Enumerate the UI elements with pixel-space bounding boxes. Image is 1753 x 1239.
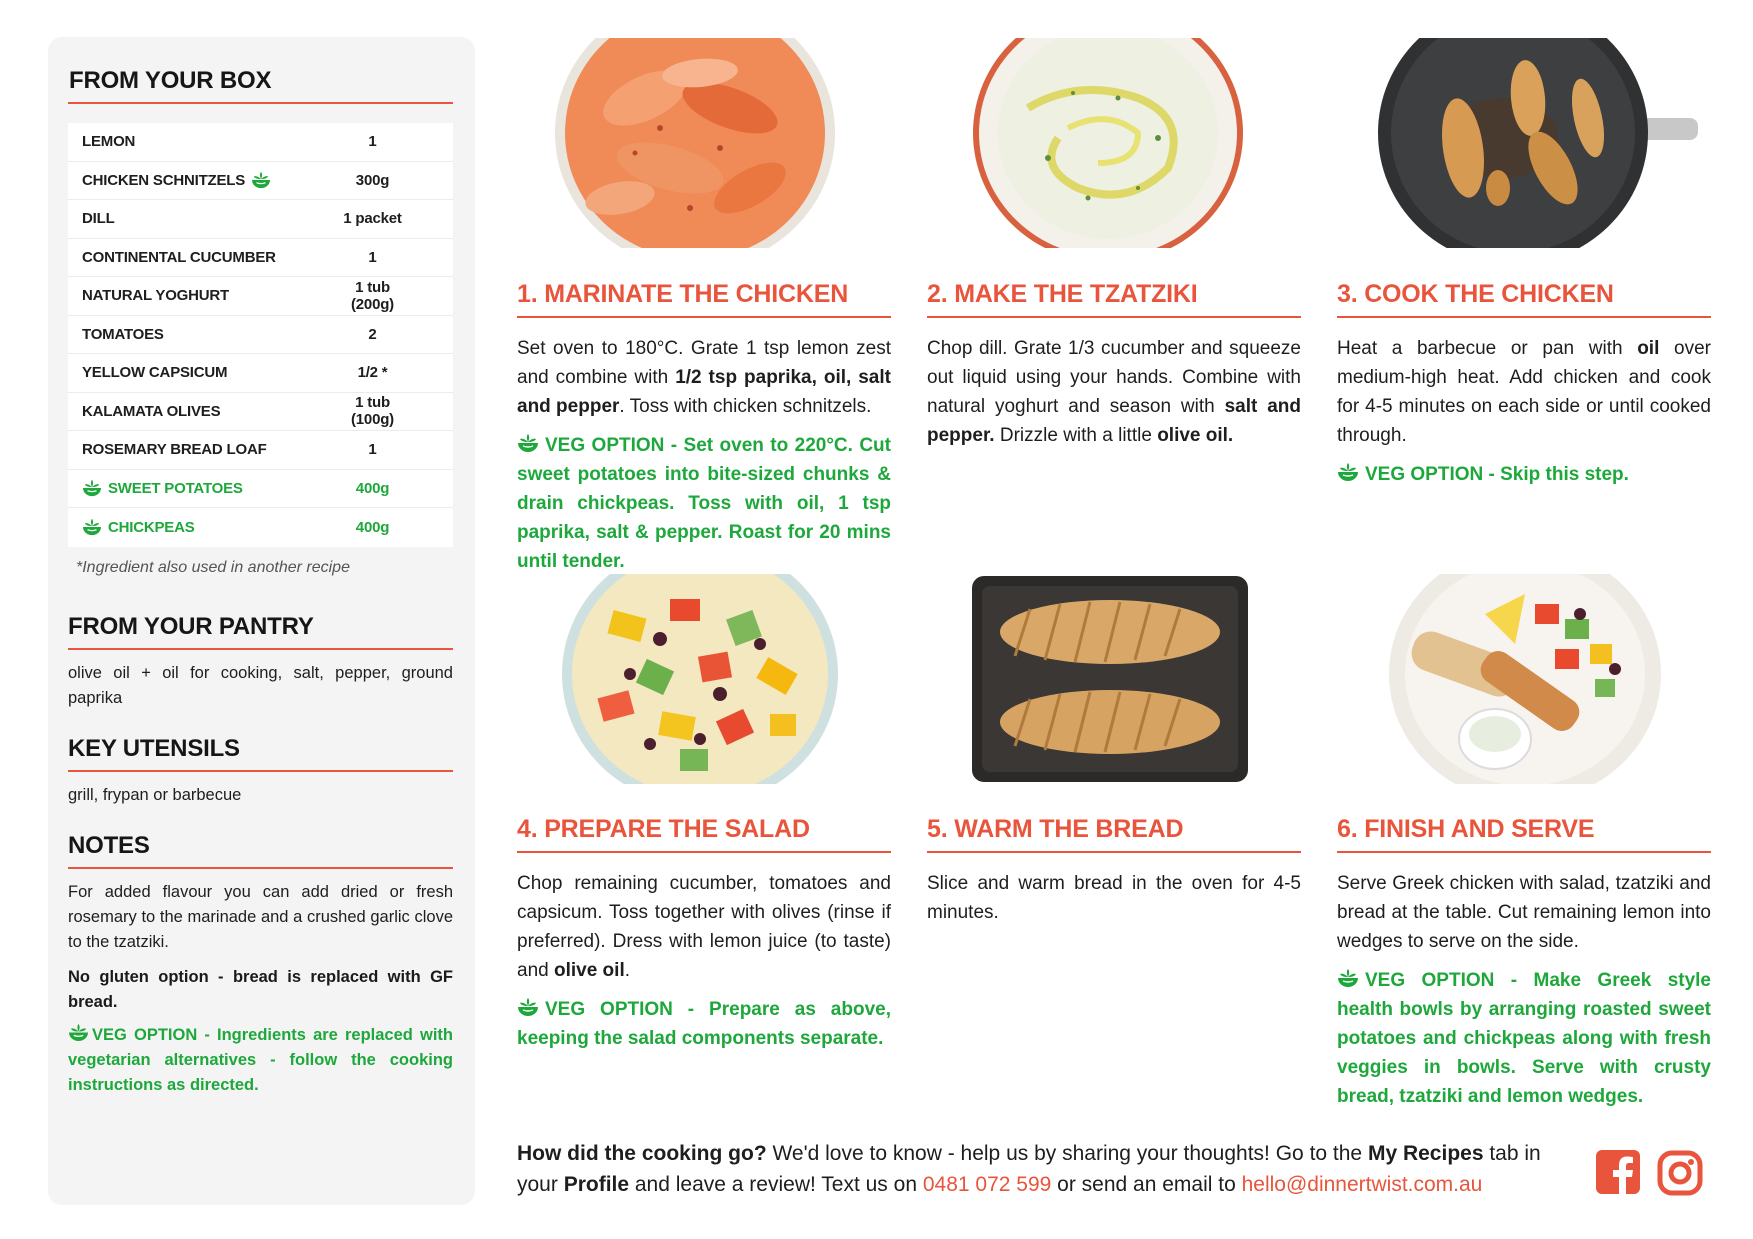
ingredient-qty: 1 packet	[343, 210, 402, 228]
step-divider	[517, 316, 891, 318]
ingredient-qty: 400g	[355, 518, 390, 536]
veg-icon	[82, 479, 102, 497]
veg-icon	[82, 518, 102, 536]
ingredient-label: YELLOW CAPSICUM	[82, 364, 228, 382]
ingredient-row	[68, 393, 453, 432]
veg-icon	[1337, 968, 1359, 988]
ingredient-qty: 1	[368, 441, 377, 459]
step-text-part: Slice and warm bread in the oven for 4-5 minutes.	[927, 873, 1301, 923]
ingredient-qty: 1 tub (200g)	[351, 278, 394, 313]
veg-icon	[251, 171, 271, 189]
veg-option-text: VEG OPTION - Prepare as above, keeping the salad components separate.	[517, 999, 891, 1049]
finished-plate-photo	[1385, 574, 1665, 784]
instagram-icon[interactable]	[1657, 1150, 1703, 1196]
cooking-chicken-photo	[1378, 38, 1698, 248]
section-divider	[68, 770, 453, 772]
from-your-box-title: FROM YOUR BOX	[69, 67, 272, 94]
pantry-title: FROM YOUR PANTRY	[68, 612, 314, 640]
step-text-part: salt and pepper.	[927, 396, 1301, 446]
ingredient-row	[68, 239, 453, 278]
ingredient-name	[82, 518, 332, 536]
ingredient-row	[68, 470, 453, 509]
step-text-part: .	[624, 960, 631, 981]
email-link[interactable]: hello@dinnertwist.com.au	[1241, 1173, 1483, 1196]
step-title: 5. WARM THE BREAD	[927, 815, 1184, 843]
ingredient-qty: 1/2 *	[357, 364, 388, 382]
step-1	[517, 280, 891, 576]
step-divider	[1337, 851, 1711, 853]
step-instructions	[517, 869, 891, 985]
footer-text: tab in your	[517, 1142, 1541, 1196]
ingredient-label: LEMON	[82, 133, 136, 151]
ingredient-qty: 400g	[355, 479, 390, 497]
gluten-free-note: No gluten option - bread is replaced with GF bread.	[68, 967, 453, 1011]
step-instructions	[517, 334, 891, 421]
step-instructions	[1337, 334, 1711, 450]
footer-text: or send an email to	[1051, 1173, 1242, 1196]
ingredient-qty: 1	[368, 133, 377, 151]
ingredient-footnote: *Ingredient also used in another recipe	[76, 558, 350, 576]
ingredient-label: CHICKEN SCHNITZELS	[82, 171, 246, 189]
ingredient-label: TOMATOES	[82, 325, 164, 343]
section-divider	[68, 648, 453, 650]
step-text-part: Heat a barbecue or pan with	[1337, 338, 1638, 359]
footer-question: How did the cooking go?	[517, 1142, 767, 1165]
step-divider	[927, 316, 1301, 318]
step-divider	[517, 851, 891, 853]
section-divider	[68, 867, 453, 869]
ingredients-table	[68, 123, 453, 547]
notes-section	[68, 832, 453, 1098]
profile-link[interactable]: Profile	[563, 1173, 630, 1196]
veg-option	[1337, 460, 1711, 489]
footer-text: We'd love to know - help us by sharing your thoughts! Go to the	[766, 1142, 1368, 1165]
tzatziki-photo	[968, 38, 1258, 248]
facebook-icon[interactable]	[1596, 1150, 1640, 1194]
ingredient-row	[68, 316, 453, 355]
step-text-part: Chop dill. Grate 1/3 cucumber and squeeze out liquid using your hands. Combine with natural yoghurt and season with	[927, 338, 1301, 417]
step-text-part: Drizzle with a little	[994, 425, 1158, 446]
step-2	[927, 280, 1301, 450]
footer-text: and leave a review! Text us on	[629, 1173, 923, 1196]
ingredient-row	[68, 508, 453, 547]
ingredient-name	[82, 210, 332, 227]
veg-option	[517, 995, 891, 1053]
step-divider	[1337, 316, 1711, 318]
veg-option-text: VEG OPTION - Set oven to 220°C. Cut sweet potatoes into bite-sized chunks & drain chickpeas. Toss with oil, 1 tsp paprika, salt & pepper. Roast for 20 mins until tender.	[517, 435, 891, 572]
step-5	[927, 815, 1301, 927]
step-text-part: Chop remaining cucumber, tomatoes and capsicum. Toss together with olives (rinse if preferred). Dress with lemon juice (to taste) and	[517, 873, 891, 981]
ingredient-name	[82, 171, 332, 189]
ingredient-label: NATURAL YOGHURT	[82, 287, 230, 305]
bread-photo	[970, 574, 1250, 784]
veg-icon	[1337, 462, 1359, 482]
notes-text: For added flavour you can add dried or fresh rosemary to the marinade and a crushed garlic clove to the tzatziki.	[68, 882, 453, 951]
ingredient-name	[82, 287, 332, 304]
utensils-text: grill, frypan or barbecue	[68, 785, 242, 804]
step-instructions	[1337, 869, 1711, 956]
sidebar-panel	[48, 37, 475, 1205]
step-6	[1337, 815, 1711, 1111]
ingredient-label: KALAMATA OLIVES	[82, 402, 221, 420]
veg-option-text: VEG OPTION - Skip this step.	[1365, 464, 1629, 485]
phone-link[interactable]: 0481 072 599	[922, 1173, 1052, 1196]
veg-option	[517, 431, 891, 576]
veg-icon	[517, 997, 539, 1017]
veg-option-note	[68, 1023, 453, 1098]
step-divider	[927, 851, 1301, 853]
veg-icon	[68, 1023, 89, 1042]
ingredient-row	[68, 354, 453, 393]
ingredient-name	[82, 249, 332, 266]
section-divider	[68, 102, 453, 104]
veg-option-text: VEG OPTION - Make Greek style health bowls by arranging roasted sweet potatoes and chickpeas along with fresh veggies in bowls. Serve with crusty bread, tzatziki and lemon wedges.	[1337, 970, 1711, 1107]
step-text-part: oil	[1637, 338, 1660, 359]
ingredient-name	[82, 326, 332, 343]
ingredient-qty: 1 tub (100g)	[351, 394, 394, 429]
ingredient-row	[68, 162, 453, 201]
ingredient-name	[82, 133, 332, 150]
utensils-section	[68, 735, 453, 808]
step-title: 3. COOK THE CHICKEN	[1337, 280, 1614, 308]
ingredient-qty: 1	[368, 248, 377, 266]
step-title: 2. MAKE THE TZATZIKI	[927, 280, 1198, 308]
pantry-section	[68, 613, 453, 711]
step-text-part: 1/2 tsp paprika, oil, salt and pepper	[517, 367, 891, 417]
veg-option-text: VEG OPTION - Ingredients are replaced with vegetarian alternatives - follow the cooking instructions as directed.	[68, 1025, 453, 1094]
step-3	[1337, 280, 1711, 489]
ingredient-qty: 2	[368, 325, 377, 343]
ingredient-label: SWEET POTATOES	[108, 479, 243, 497]
ingredient-row	[68, 431, 453, 470]
ingredient-row	[68, 200, 453, 239]
utensils-title: KEY UTENSILS	[68, 734, 240, 762]
salad-photo	[560, 574, 840, 784]
ingredient-name	[82, 441, 332, 458]
step-text-part: olive oil	[553, 960, 625, 981]
step-4	[517, 815, 891, 1053]
step-text-part: Serve Greek chicken with salad, tzatziki and bread at the table. Cut remaining lemon into wedges to serve on the side.	[1337, 873, 1711, 952]
veg-icon	[517, 433, 539, 453]
step-text-part: olive oil.	[1157, 425, 1234, 446]
step-title: 4. PREPARE THE SALAD	[517, 815, 810, 843]
marinated-chicken-photo	[550, 38, 840, 248]
step-title: 6. FINISH AND SERVE	[1337, 815, 1595, 843]
step-text-part: . Toss with chicken schnitzels.	[619, 396, 872, 417]
step-text-part: Set oven to 180°C. Grate 1 tsp lemon zest and combine with	[517, 338, 891, 388]
ingredient-label: ROSEMARY BREAD LOAF	[82, 441, 267, 459]
step-instructions	[927, 334, 1301, 450]
step-text-part: over medium-high heat. Add chicken and cook for 4-5 minutes on each side or until cooked through.	[1337, 338, 1711, 446]
ingredient-name	[82, 479, 332, 497]
notes-title: NOTES	[68, 831, 150, 859]
step-instructions	[927, 869, 1301, 927]
ingredient-name	[82, 364, 332, 381]
ingredient-label: CHICKPEAS	[108, 518, 195, 536]
veg-option	[1337, 966, 1711, 1111]
ingredient-row	[68, 277, 453, 316]
ingredient-label: DILL	[82, 210, 115, 228]
review-footer	[517, 1138, 1577, 1200]
pantry-text: olive oil + oil for cooking, salt, pepper, ground paprika	[68, 663, 453, 707]
ingredient-name	[82, 403, 332, 420]
ingredient-qty: 300g	[355, 171, 390, 189]
ingredient-row	[68, 123, 453, 162]
ingredient-label: CONTINENTAL CUCUMBER	[82, 248, 276, 266]
my-recipes-link[interactable]: My Recipes	[1367, 1142, 1484, 1165]
step-title: 1. MARINATE THE CHICKEN	[517, 280, 849, 308]
